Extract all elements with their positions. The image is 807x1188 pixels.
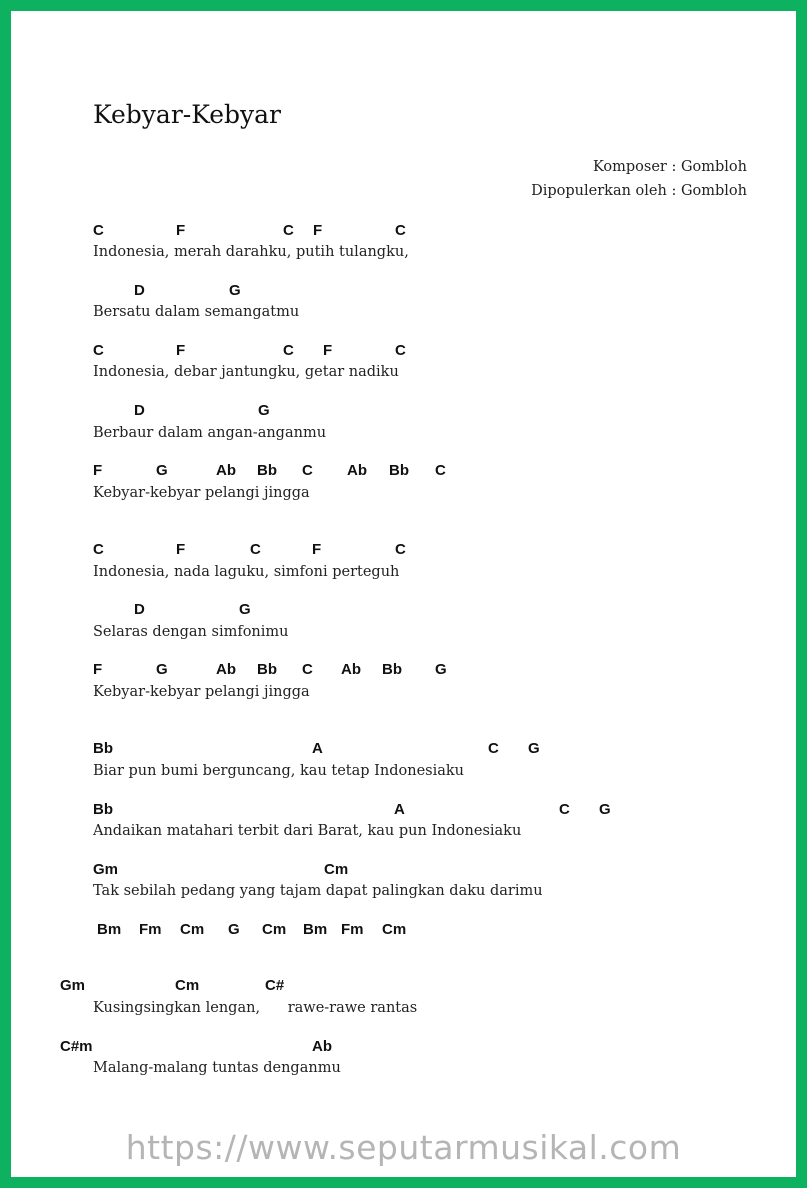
chord: C: [283, 222, 294, 239]
lyric-line: Kusingsingkan lengan, rawe-rawe rantas: [93, 1000, 418, 1016]
chord: Bb: [382, 661, 402, 678]
chord: A: [394, 801, 405, 818]
chord: C: [435, 462, 446, 479]
chord: Bb: [93, 801, 113, 818]
lyric-line: Berbaur dalam angan-anganmu: [93, 425, 327, 441]
chord: A: [312, 740, 323, 757]
chord: Ab: [347, 462, 367, 479]
chord: Bb: [93, 740, 113, 757]
watermark-url: https://www.seputarmusikal.com: [125, 1128, 682, 1167]
chord: F: [93, 462, 103, 479]
chord: G: [228, 921, 240, 938]
lyric-line: Andaikan matahari terbit dari Barat, kau pun Indonesiaku: [93, 823, 522, 839]
chord: Bm: [303, 921, 328, 938]
chord: D: [134, 601, 145, 618]
chord: G: [435, 661, 447, 678]
lyric-line: Indonesia, nada laguku, simfoni perteguh: [93, 564, 400, 580]
chord: G: [528, 740, 540, 757]
chord: C: [395, 222, 406, 239]
lyric-line: Indonesia, merah darahku, putih tulangku,: [93, 244, 409, 260]
chord: Cm: [382, 921, 407, 938]
chord: G: [156, 661, 168, 678]
chord: C#m: [60, 1038, 93, 1055]
chord: G: [599, 801, 611, 818]
chord: C: [395, 342, 406, 359]
chord: F: [312, 541, 322, 558]
chord: C: [283, 342, 294, 359]
lyric-line: Tak sebilah pedang yang tajam dapat palingkan daku darimu: [93, 883, 543, 899]
chord: C: [93, 541, 104, 558]
chord: Ab: [216, 462, 236, 479]
chord: Fm: [341, 921, 364, 938]
chord: C: [93, 342, 104, 359]
chord: Bb: [389, 462, 409, 479]
chord: G: [229, 282, 241, 299]
chord: C: [302, 661, 313, 678]
chord: G: [156, 462, 168, 479]
chord: C: [250, 541, 261, 558]
chord: F: [323, 342, 333, 359]
lyric-line: Selaras dengan simfonimu: [93, 624, 289, 640]
chord: F: [176, 222, 186, 239]
chord: F: [176, 342, 186, 359]
chord: D: [134, 282, 145, 299]
lyric-line: Biar pun bumi berguncang, kau tetap Indonesiaku: [93, 763, 465, 779]
song-title: Kebyar-Kebyar: [93, 100, 282, 129]
chord: G: [258, 402, 270, 419]
chord: C: [395, 541, 406, 558]
popularized-credit: Dipopulerkan oleh : Gombloh: [531, 183, 747, 199]
chord: C: [93, 222, 104, 239]
chord: Cm: [324, 861, 349, 878]
chord: Bb: [257, 462, 277, 479]
chord: Gm: [93, 861, 119, 878]
chord: Ab: [312, 1038, 332, 1055]
chord: Fm: [139, 921, 162, 938]
chord: C#: [265, 977, 285, 994]
chord: Cm: [180, 921, 205, 938]
chord: D: [134, 402, 145, 419]
chord: C: [488, 740, 499, 757]
chord: Ab: [341, 661, 361, 678]
chord: Ab: [216, 661, 236, 678]
chord: F: [93, 661, 103, 678]
chord: Bm: [97, 921, 122, 938]
chord: F: [176, 541, 186, 558]
lyric-line: Kebyar-kebyar pelangi jingga: [93, 485, 310, 501]
lyric-line: Bersatu dalam semangatmu: [93, 304, 300, 320]
chord: Gm: [60, 977, 86, 994]
chord: Bb: [257, 661, 277, 678]
chord: C: [559, 801, 570, 818]
chord: F: [313, 222, 323, 239]
chord: C: [302, 462, 313, 479]
composer-credit: Komposer : Gombloh: [592, 159, 747, 175]
chord: G: [239, 601, 251, 618]
chord: Cm: [262, 921, 287, 938]
lyric-line: Indonesia, debar jantungku, getar nadiku: [93, 364, 399, 380]
lyric-line: Malang-malang tuntas denganmu: [93, 1060, 341, 1076]
lyric-line: Kebyar-kebyar pelangi jingga: [93, 684, 310, 700]
chord: Cm: [175, 977, 200, 994]
